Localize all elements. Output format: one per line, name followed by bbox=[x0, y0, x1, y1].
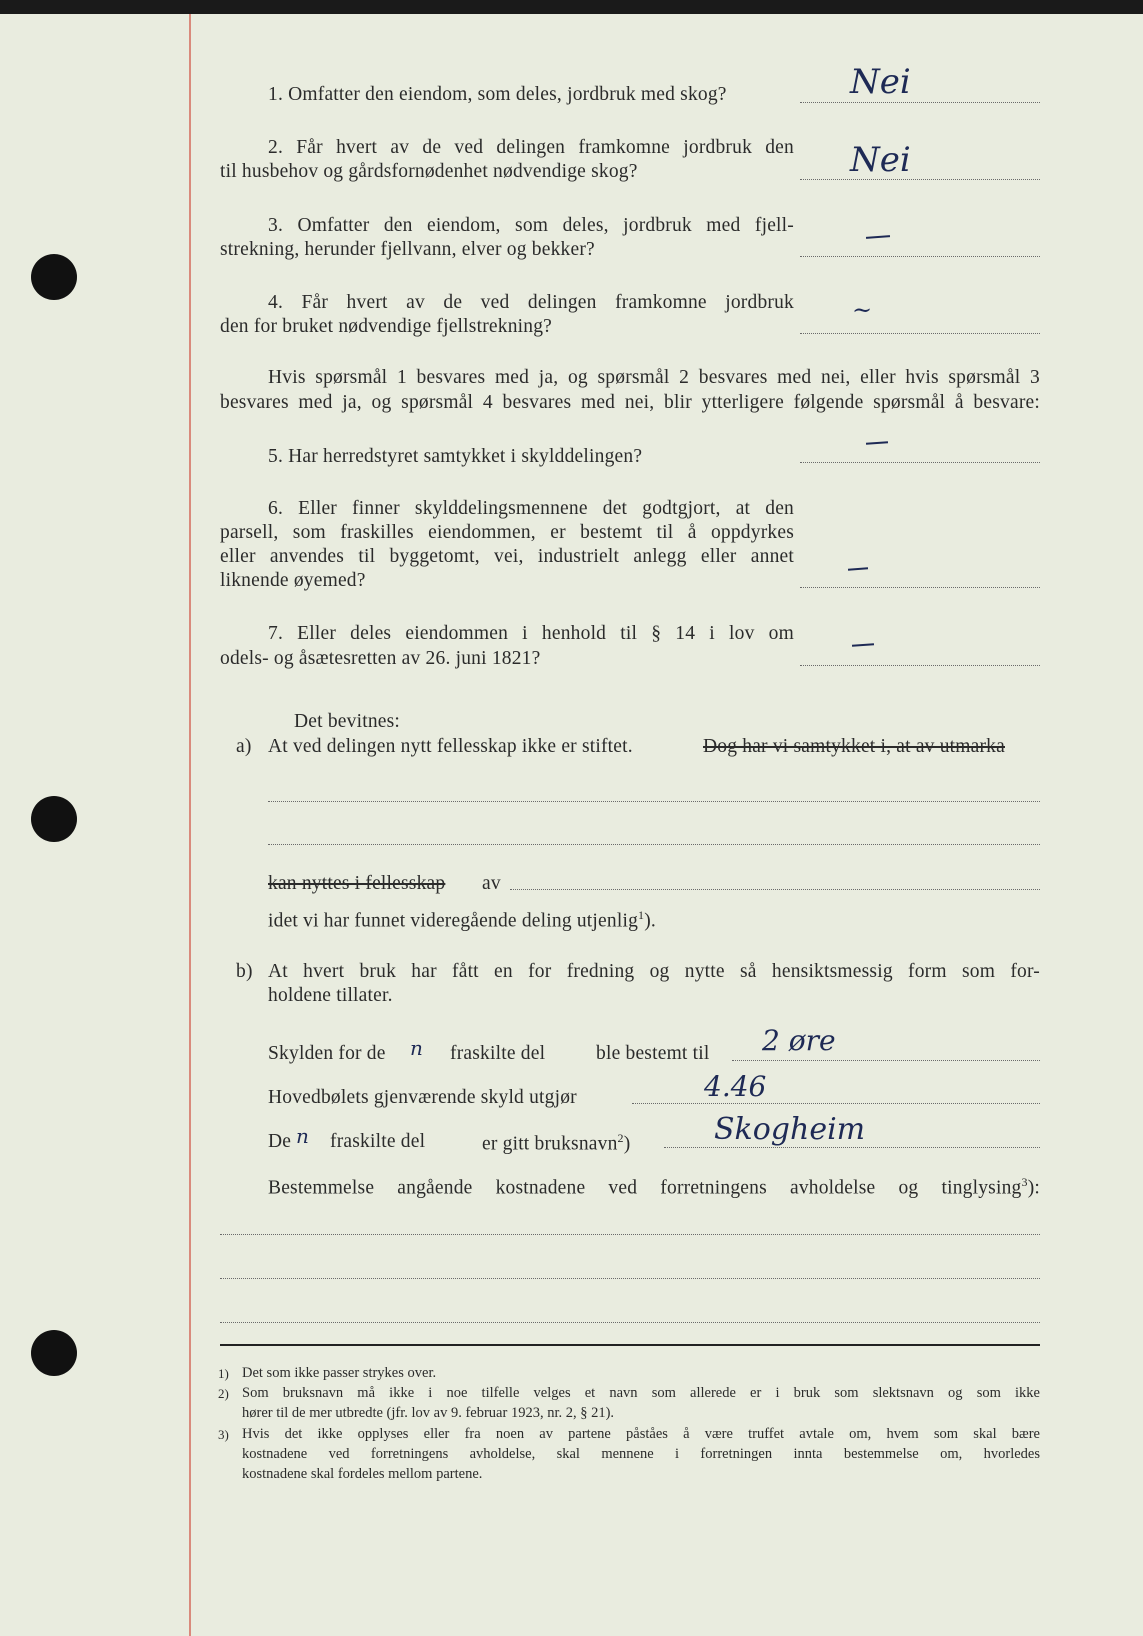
punch-hole bbox=[31, 796, 77, 842]
blank-line bbox=[510, 889, 1040, 890]
footnote-3-line-1: Hvis det ikke opplyses eller fra noen av partene påståes å være truffet avtale om, hvem som skal bære bbox=[242, 1426, 1040, 1442]
footnote-3-line-2: kostnadene ved forretningens avholdelse, skal mennene i forretningen inntа bestemmelse om, hvorledes bbox=[242, 1446, 1040, 1462]
blank-line bbox=[220, 1322, 1040, 1323]
footnote-3-number: 3) bbox=[218, 1427, 229, 1442]
navn-value-line bbox=[664, 1147, 1040, 1148]
item-a-av: av bbox=[482, 873, 501, 894]
answer-line-1 bbox=[800, 102, 1040, 103]
question-6-line-2: parsell, som fraskilles eiendommen, er bestemt til å oppdyrkes bbox=[220, 522, 794, 543]
question-2-line-1: 2. Får hvert av de ved delingen framkomne jordbruk den bbox=[268, 137, 794, 158]
document-page bbox=[0, 14, 1143, 1636]
bestemmelse-label: Bestemmelse angående kostnadene ved forretningens avholdelse og tinglysing$^3$): bbox=[268, 1175, 1040, 1199]
item-b-label: b) bbox=[236, 961, 253, 982]
punch-hole bbox=[31, 254, 77, 300]
item-a-struck-text-2: kan nyttes i fellesskap bbox=[268, 873, 446, 894]
item-a-struck-text: Dog har vi samtykket i, at av utmarka bbox=[703, 736, 1005, 757]
footnote-2-line-1: Som bruksnavn må ikke i noe tilfelle velges et navn som allerede er i bruk som slektsnavn og som ikke bbox=[242, 1385, 1040, 1401]
answer-4-handwritten: ~ bbox=[852, 296, 873, 324]
navn-label-1: De bbox=[268, 1131, 292, 1152]
question-5: 5. Har herredstyret samtykket i skylddelingen? bbox=[268, 446, 643, 467]
blank-line bbox=[220, 1234, 1040, 1235]
blank-line bbox=[268, 801, 1040, 802]
skyld-handwritten-suffix: n bbox=[410, 1036, 423, 1060]
question-4-line-2: den for bruket nødvendige fjellstrekning? bbox=[220, 316, 553, 337]
answer-line-4 bbox=[800, 333, 1040, 334]
blank-line bbox=[220, 1278, 1040, 1279]
question-3-line-1: 3. Omfatter den eiendom, som deles, jordbruk med fjell- bbox=[268, 215, 794, 236]
footnote-separator bbox=[220, 1344, 1040, 1346]
footnote-3-line-3: kostnadene skal fordeles mellom partene. bbox=[242, 1466, 483, 1482]
answer-line-6 bbox=[800, 587, 1040, 588]
item-a-label: a) bbox=[236, 736, 252, 757]
answer-7-dash bbox=[852, 643, 874, 647]
footnote-1-number: 1) bbox=[218, 1366, 229, 1381]
answer-line-3 bbox=[800, 256, 1040, 257]
instruction-line-2: besvares med ja, og spørsmål 4 besvares med nei, blir ytterligere følgende spørsmål å besvare: bbox=[220, 392, 1040, 413]
skyld-label-1: Skylden for de bbox=[268, 1043, 386, 1064]
navn-label-2: fraskilte del bbox=[330, 1131, 426, 1152]
hoved-value-handwritten: 4.46 bbox=[704, 1070, 767, 1103]
question-6-line-3: eller anvendes til byggetomt, vei, industrielt anlegg eller annet bbox=[220, 546, 794, 567]
hoved-value-line bbox=[632, 1103, 1040, 1104]
item-b-line-2: holdene tillater. bbox=[268, 985, 393, 1006]
navn-label-3: er gitt bruksnavn$^2$) bbox=[482, 1131, 631, 1155]
blank-line bbox=[268, 844, 1040, 845]
question-6-line-4: liknende øyemed? bbox=[220, 570, 366, 591]
question-6-line-1: 6. Eller finner skylddelingsmennene det godtgjort, at den bbox=[268, 498, 794, 519]
instruction-line-1: Hvis spørsmål 1 besvares med ja, og spørsmål 2 besvares med nei, eller hvis spørsmål 3 bbox=[268, 367, 1040, 388]
skyld-value-handwritten: 2 øre bbox=[762, 1024, 836, 1057]
question-3-line-2: strekning, herunder fjellvann, elver og bekker? bbox=[220, 239, 595, 260]
answer-1-handwritten: Nei bbox=[850, 62, 911, 102]
skyld-label-2: fraskilte del bbox=[450, 1043, 546, 1064]
navn-handwritten-suffix: n bbox=[296, 1124, 309, 1148]
hoved-label: Hovedbølets gjenværende skyld utgjør bbox=[268, 1087, 577, 1108]
red-margin-line bbox=[189, 14, 191, 1636]
item-b-line-1: At hvert bruk har fått en for fredning og nytte så hensiktsmessig form som for- bbox=[268, 961, 1040, 982]
answer-line-2 bbox=[800, 179, 1040, 180]
question-1: 1. Omfatter den eiendom, som deles, jordbruk med skog? bbox=[268, 84, 727, 105]
certify-heading: Det bevitnes: bbox=[294, 711, 401, 732]
answer-2-handwritten: Nei bbox=[850, 140, 911, 180]
item-a-text: At ved delingen nytt fellesskap ikke er stiftet. bbox=[268, 736, 633, 757]
answer-5-dash bbox=[866, 441, 888, 445]
footnote-2-number: 2) bbox=[218, 1386, 229, 1401]
skyld-value-line bbox=[732, 1060, 1040, 1061]
footnote-1-text: Det som ikke passer strykes over. bbox=[242, 1365, 437, 1381]
answer-6-dash bbox=[848, 567, 868, 570]
item-a-idet: idet vi har funnet videregående deling utjenlig$^1$). bbox=[268, 908, 657, 932]
answer-3-dash bbox=[866, 235, 890, 239]
navn-value-handwritten: Skogheim bbox=[714, 1112, 866, 1147]
question-7-line-2: odels- og åsætesretten av 26. juni 1821? bbox=[220, 648, 541, 669]
answer-line-5 bbox=[800, 462, 1040, 463]
skyld-label-3: ble bestemt til bbox=[596, 1043, 710, 1064]
question-7-line-1: 7. Eller deles eiendommen i henhold til § 14 i lov om bbox=[268, 623, 794, 644]
punch-hole bbox=[31, 1330, 77, 1376]
question-2-line-2: til husbehov og gårdsfornødenhet nødvendige skog? bbox=[220, 161, 638, 182]
answer-line-7 bbox=[800, 665, 1040, 666]
question-4-line-1: 4. Får hvert av de ved delingen framkomne jordbruk bbox=[268, 292, 794, 313]
footnote-2-line-2: hører til de mer utbredte (jfr. lov av 9. februar 1923, nr. 2, § 21). bbox=[242, 1405, 615, 1421]
